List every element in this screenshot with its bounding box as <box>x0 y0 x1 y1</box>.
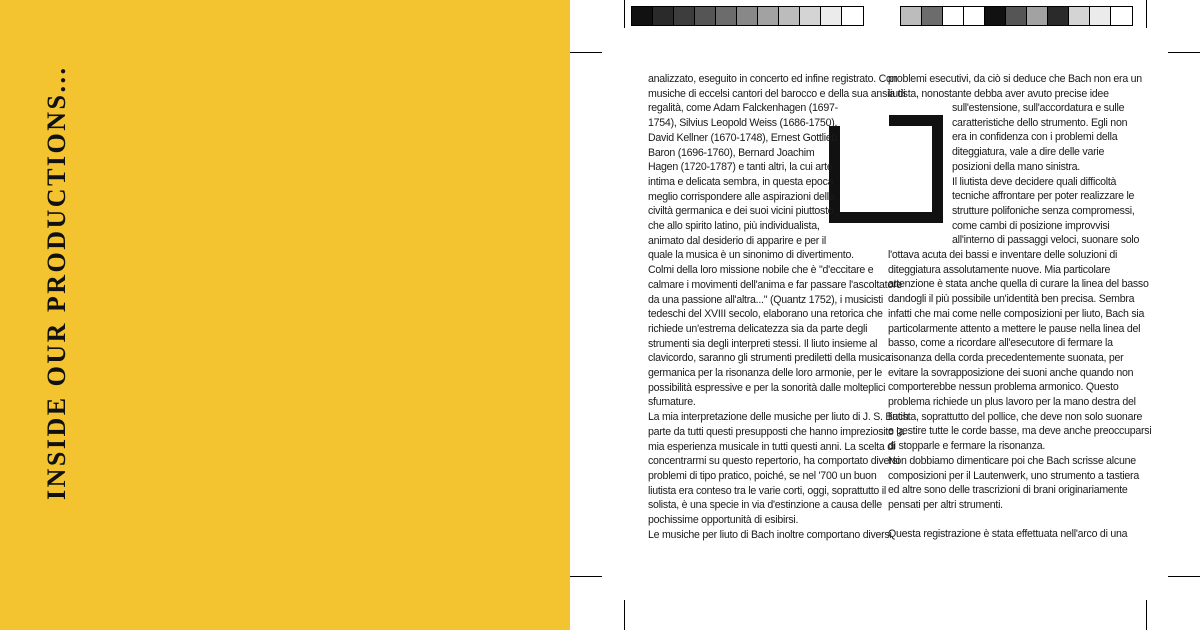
color-swatch <box>1027 7 1048 25</box>
text-line: tedeschi del XVIII secolo, elaborano una retorica che <box>648 308 883 321</box>
text-line: posizioni della mano sinistra. <box>952 160 1080 173</box>
text-line: liutista era conteso tra le varie corti, oggi, soprattutto il <box>648 484 886 497</box>
text-line: diteggiatura assolutamente nuove. Mia particolare <box>888 263 1111 276</box>
text-line: Baron (1696-1760), Bernard Joachim <box>648 146 815 159</box>
text-line: Hagen (1720-1787) e tanti altri, la cui arte <box>648 161 833 174</box>
text-line: l'ottava acuta dei bassi e inventare delle soluzioni di <box>888 249 1118 261</box>
text-line: possibilità espressive e per la sonorità dalle molteplici <box>648 381 886 394</box>
color-swatch <box>964 7 985 25</box>
text-line: 1754), Silvius Leopold Weiss (1686-1750), <box>648 117 838 130</box>
text-line: sull'estensione, sull'accordatura e sulle <box>952 102 1125 114</box>
color-swatch <box>779 7 800 25</box>
color-swatch <box>737 7 758 25</box>
text-line: da una passione all'altra..." (Quantz 1752), i musicisti <box>648 293 883 306</box>
crop-mark <box>624 600 625 630</box>
text-line: e gestire tutte le corde basse, ma deve anche preoccuparsi <box>888 425 1152 438</box>
text-line: pochissime opportunità di esibirsi. <box>648 514 799 527</box>
crop-mark <box>1168 52 1200 53</box>
text-column-left <box>648 72 909 543</box>
text-line: calmare i movimenti dell'anima e far passare l'ascoltatore <box>648 278 902 291</box>
text-line: germanica per la risonanza delle loro armonie, per le <box>648 367 883 380</box>
text-line: sfumature. <box>648 396 696 409</box>
text-line: infatti che mai come nelle composizioni per liuto, Bach sia <box>888 307 1145 320</box>
text-line: parte da tutti questi presupposti che hanno impreziosito la <box>648 425 905 438</box>
color-swatch <box>901 7 922 25</box>
text-line: tecniche affrontare per poter realizzare le <box>952 190 1135 203</box>
color-swatch <box>632 7 653 25</box>
color-swatch <box>922 7 943 25</box>
text-line: liutista, soprattutto del pollice, che deve non solo suonare <box>888 410 1143 423</box>
text-line: David Kellner (1670-1748), Ernest Gottlieb <box>648 131 838 144</box>
text-line: era in confidenza con i problemi della <box>952 131 1118 144</box>
text-line: attenzione è stata anche quella di curare la linea del basso <box>888 278 1149 291</box>
color-swatch <box>985 7 1006 25</box>
text-line: concentrarmi su questo repertorio, ha comportato diversi <box>648 455 900 468</box>
text-column-right <box>888 72 1142 101</box>
text-line: animato dal desiderio di apparire e per il <box>648 234 826 247</box>
text-line: strutture polifoniche senza compromessi, <box>952 204 1135 217</box>
text-line: risonanza della corda precedentemente suonata, per <box>888 351 1124 364</box>
text-line: Le musiche per liuto di Bach inoltre comportano diversi <box>648 528 892 541</box>
crop-mark <box>1168 576 1200 577</box>
text-line: Colmi della loro missione nobile che è "d'eccitare e <box>648 264 874 277</box>
text-line: musiche di eccelsi cantori del barocco e della sua ansia di <box>648 87 906 100</box>
cover-panel <box>0 0 570 630</box>
text-line: diteggiatura, vale a dire delle varie <box>952 146 1105 159</box>
text-line: evitare la sovrapposizione dei suoni anche quando non <box>888 366 1134 379</box>
text-line: particolarmente attento a mettere le pause nella linea del <box>888 322 1141 335</box>
text-line: basso, come a ricordare all'esecutore di fermare la <box>888 337 1113 350</box>
color-swatch <box>842 7 863 25</box>
color-swatch <box>716 7 737 25</box>
crop-mark <box>570 52 602 53</box>
crop-mark <box>624 0 625 28</box>
color-swatch <box>1111 7 1132 25</box>
text-line: La mia interpretazione delle musiche per liuto di J. S. Bach <box>648 411 909 424</box>
text-line <box>888 513 1151 528</box>
color-swatch <box>695 7 716 25</box>
color-calibration-bar <box>631 6 864 26</box>
text-line: clavicordo, saranno gli strumenti prediletti della musica <box>648 352 891 365</box>
text-line: Il liutista deve decidere quali difficoltà <box>952 175 1117 188</box>
text-line: solista, è una specie in via d'estinzione a causa delle <box>648 499 882 512</box>
text-line: regalità, come Adam Falckenhagen (1697- <box>648 102 838 115</box>
text-line: composizioni per il Lautenwerk, uno strumento a tastiera <box>888 469 1139 482</box>
crop-mark <box>570 576 602 577</box>
text-line: richiede un'estrema delicatezza sia da parte degli <box>648 322 868 335</box>
text-line: strumenti sia degli interpreti stessi. Il liuto insieme al <box>648 337 878 350</box>
crop-mark <box>1146 0 1147 28</box>
text-line: caratteristiche dello strumento. Egli non <box>952 116 1128 129</box>
text-line: civiltà germanica e dei suoi vicini piuttosto <box>648 205 834 218</box>
text-line: quale la musica è un sinonimo di divertimento. <box>648 249 854 262</box>
color-swatch <box>800 7 821 25</box>
text-line: meglio corrispondere alle aspirazioni della <box>648 190 835 203</box>
color-swatch <box>674 7 695 25</box>
text-line: che allo spirito latino, più individualista, <box>648 220 820 233</box>
color-calibration-bar <box>900 6 1133 26</box>
text-line: intima e delicata sembra, in questa epoca <box>648 175 834 188</box>
text-line: problemi esecutivi, da ciò si deduce che Bach non era un <box>888 73 1142 85</box>
color-swatch <box>758 7 779 25</box>
text-column-right-wrapped <box>952 101 1139 248</box>
text-line: Non dobbiamo dimenticare poi che Bach scrisse alcune <box>888 454 1136 467</box>
text-line: all'interno di passaggi veloci, suonare solo <box>952 234 1140 247</box>
color-swatch <box>1048 7 1069 25</box>
color-swatch <box>943 7 964 25</box>
text-line: liutista, nonostante debba aver avuto precise idee <box>888 87 1109 100</box>
text-line: problema richiede un plus lavoro per la mano destra del <box>888 396 1136 409</box>
text-line: pensati per altri strumenti. <box>888 498 1003 511</box>
color-swatch <box>821 7 842 25</box>
color-swatch <box>653 7 674 25</box>
text-line: problemi di tipo pratico, poiché, se nel '700 un buon <box>648 469 877 482</box>
color-swatch <box>1069 7 1090 25</box>
text-line: comporterebbe nessun problema armonico. Questo <box>888 381 1119 394</box>
text-line: dandogli il più possibile un'identità ben precisa. Sembra <box>888 293 1135 306</box>
text-line: come cambi di posizione improvvisi <box>952 219 1110 232</box>
side-title: INSIDE OUR PRODUCTIONS... <box>42 65 71 500</box>
text-line: mia esperienza musicale in tutti questi anni. La scelta di <box>648 440 895 453</box>
color-swatch <box>1006 7 1027 25</box>
crop-mark <box>1146 600 1147 630</box>
text-line: di stopparle e fermare la risonanza. <box>888 440 1046 453</box>
color-swatch <box>1090 7 1111 25</box>
text-line: Questa registrazione è stata effettuata nell'arco di una <box>888 528 1128 541</box>
text-line: analizzato, eseguito in concerto ed infine registrato. Con <box>648 73 898 85</box>
text-line: ed altre sono delle trascrizioni di brani originariamente <box>888 484 1128 497</box>
text-column-right-continued <box>888 248 1151 542</box>
